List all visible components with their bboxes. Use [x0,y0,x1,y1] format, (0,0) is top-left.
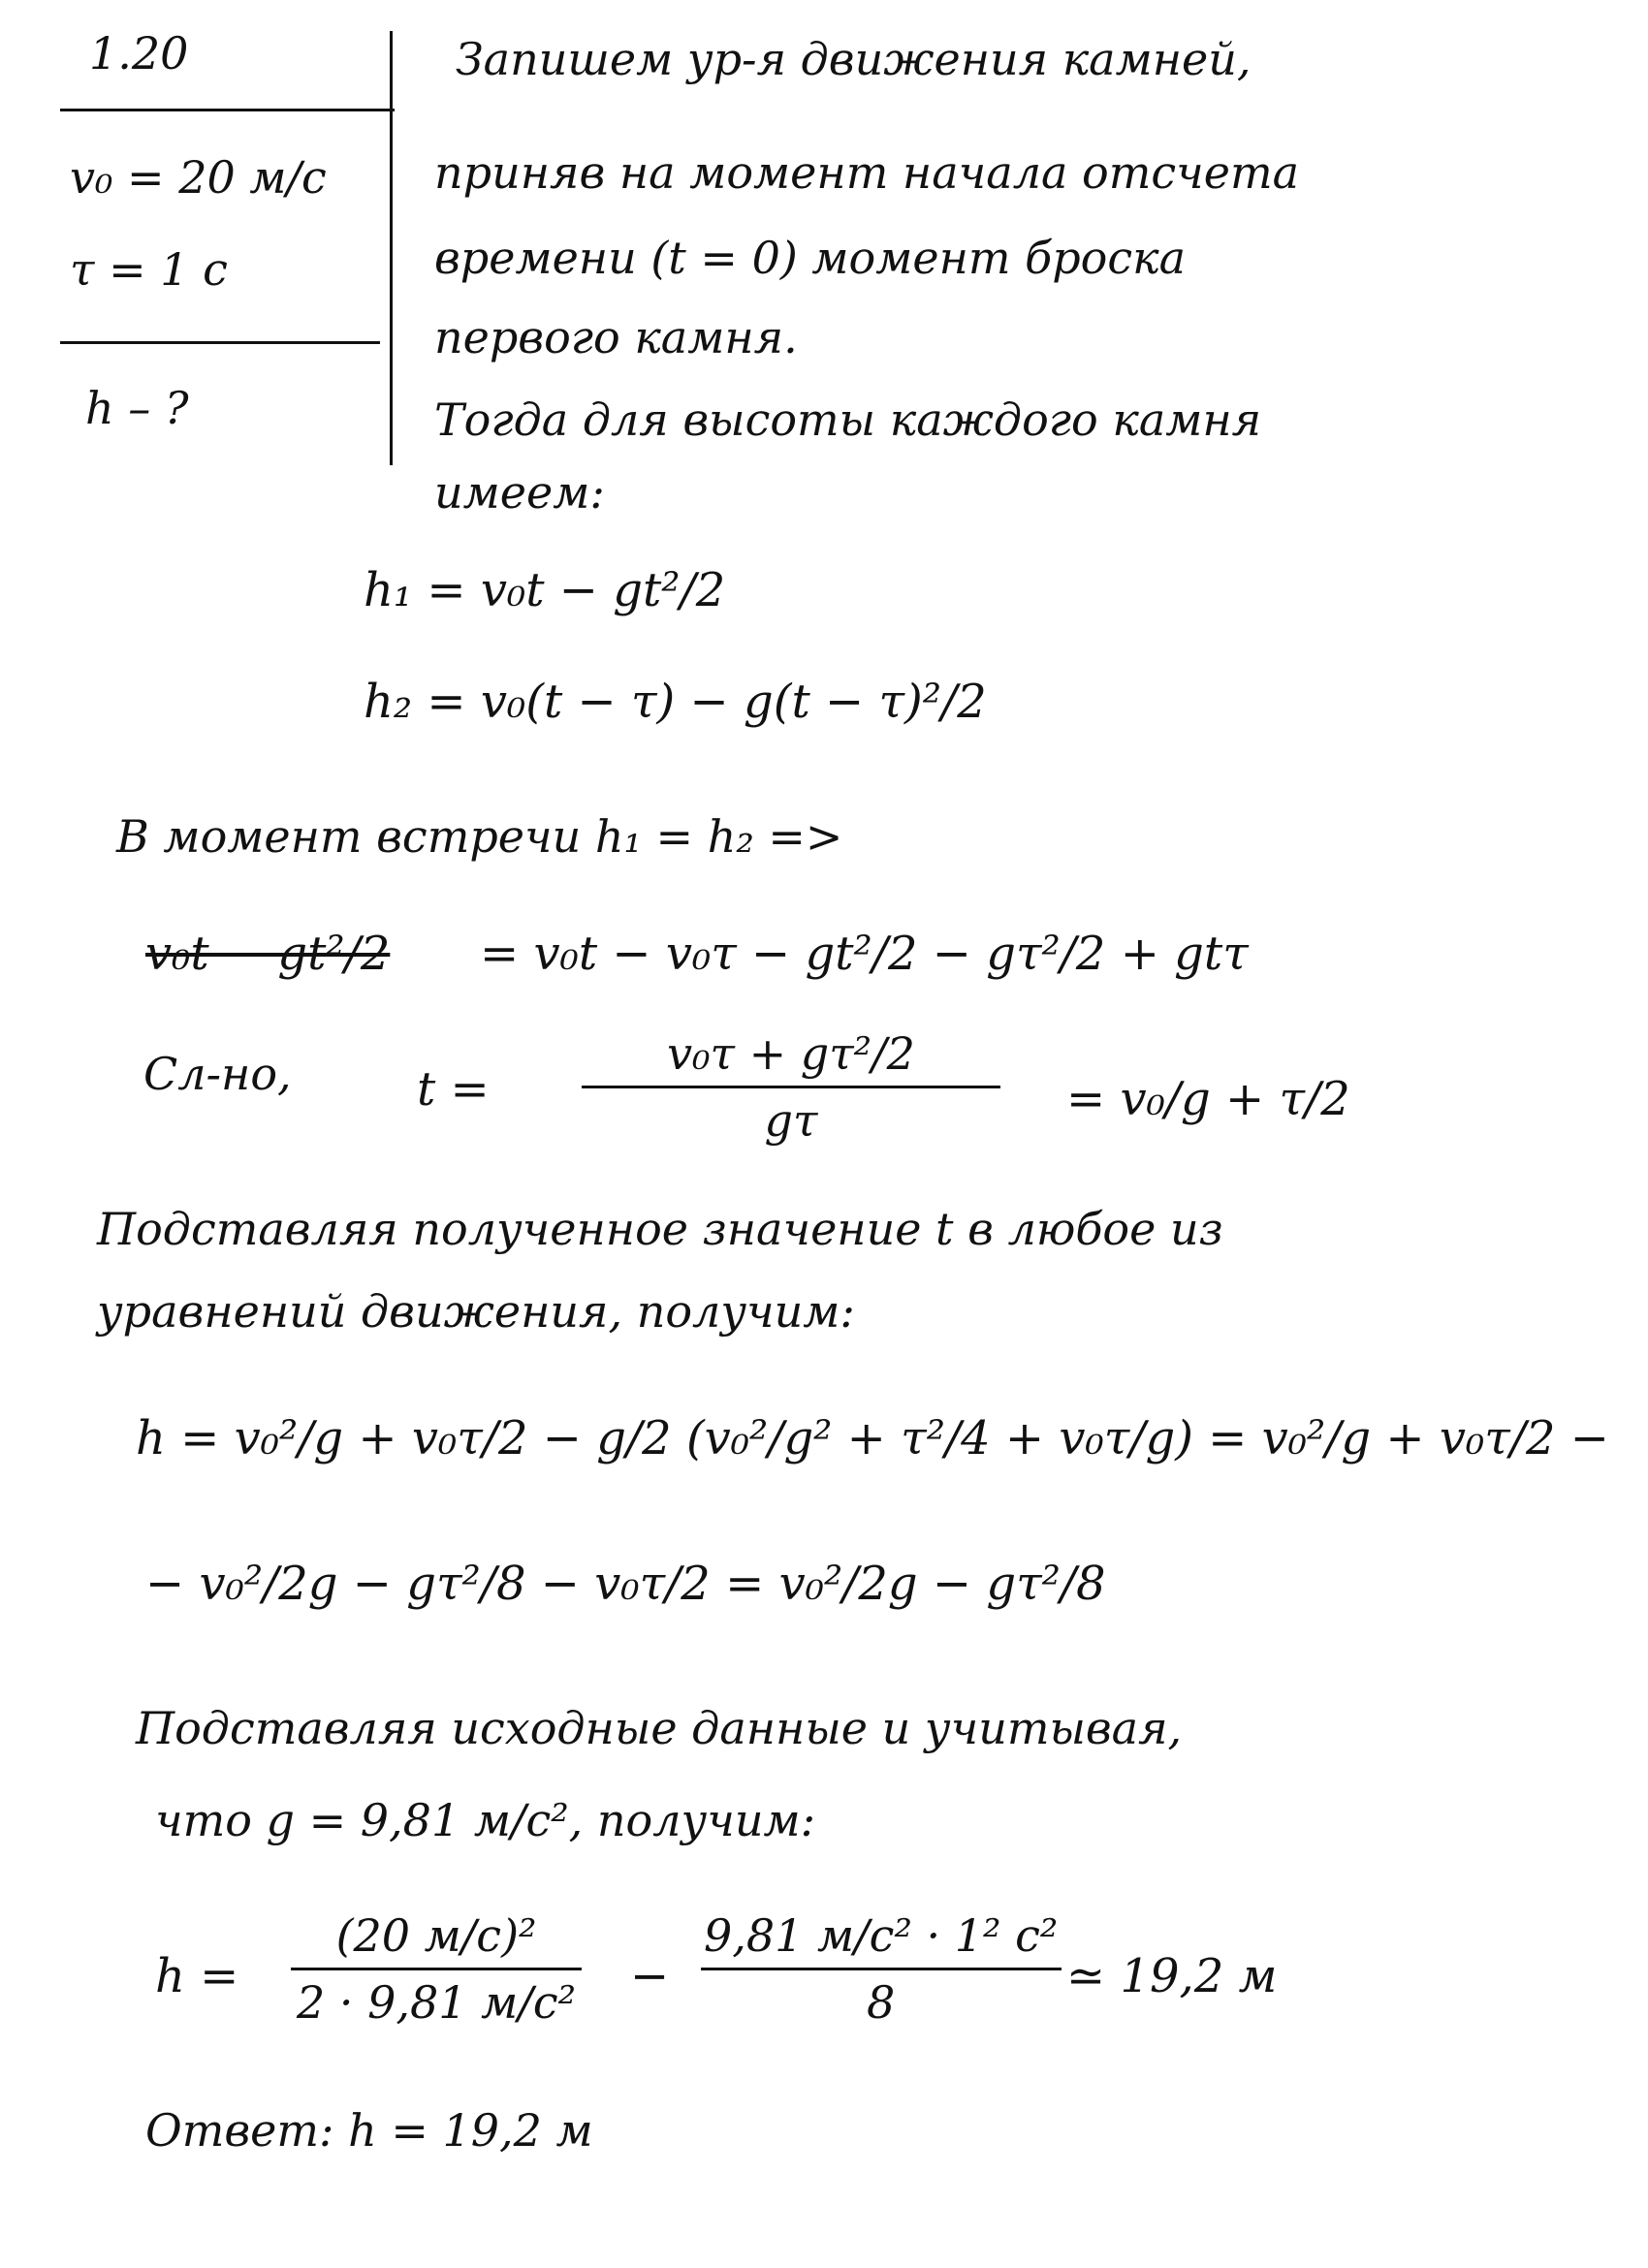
t-variable: t = [417,1062,490,1117]
consequently-label: Сл-но, [143,1048,292,1100]
numeric-fraction-2-top: 9,81 м/с² · 1² с² [704,1909,1059,1962]
data-line-1: Подставляя исходные данные и учитывая, [136,1702,1183,1754]
numeric-h-label: h = [155,1949,239,2003]
intro-line-5: Тогда для высоты каждого камня [434,394,1262,446]
intro-line-2: приняв на момент начала отсчета [434,146,1299,199]
equation-h1: h₁ = v₀t − gt²/2 [364,563,726,617]
given-find: h – ? [85,382,189,434]
numeric-minus: − [630,1949,670,2003]
meeting-condition: В момент встречи h₁ = h₂ => [116,810,843,863]
problem-number: 1.20 [89,27,189,79]
numeric-fraction-2-bottom: 8 [701,1968,1062,2029]
given-separator-top [60,109,395,111]
numeric-result: ≃ 19,2 м [1066,1949,1278,2003]
answer: Ответ: h = 19,2 м [145,2104,593,2157]
intro-line-3: времени (t = 0) момент броска [434,232,1187,284]
data-line-2: что g = 9,81 м/с², получим: [155,1794,816,1846]
numeric-fraction-1-bottom: 2 · 9,81 м/с² [291,1968,582,2029]
numeric-fraction-1 [291,1909,582,2029]
substitute-line-2: уравнений движения, получим: [97,1285,855,1338]
t-result: = v₀/g + τ/2 [1066,1072,1350,1126]
t-denominator: gτ [582,1086,1000,1147]
h-derivation-line-1: h = v₀²/g + v₀τ/2 − g/2 (v₀²/g² + τ²/4 + v₀τ/g) = v₀²/g + v₀τ/2 − [136,1411,1609,1465]
substitute-line-1: Подставляя полученное значение t в любое из [97,1203,1223,1255]
numeric-fraction-1-top: (20 м/с)² [335,1909,537,1962]
intro-line-4: первого камня. [434,311,798,363]
t-numerator: v₀τ + gτ²/2 [667,1027,915,1080]
intro-line-6: имеем: [434,466,605,519]
given-v0: v₀ = 20 м/с [70,151,327,204]
h-derivation-line-2: − v₀²/2g − gτ²/8 − v₀τ/2 = v₀²/2g − gτ²/8 [145,1557,1106,1611]
intro-line-1: Запишем ур-я движения камней, [456,33,1252,85]
given-tau: τ = 1 с [70,243,228,296]
numeric-fraction-2 [698,1909,1063,2029]
expanded-lhs: v₀t − gt²/2 [145,927,391,981]
given-separator-bottom [60,341,380,344]
t-fraction [582,1027,1000,1147]
given-vertical-divider [390,31,393,465]
equation-h2: h₂ = v₀(t − τ) − g(t − τ)²/2 [364,675,987,729]
expanded-rhs: = v₀t − v₀τ − gt²/2 − gτ²/2 + gtτ [480,927,1249,981]
